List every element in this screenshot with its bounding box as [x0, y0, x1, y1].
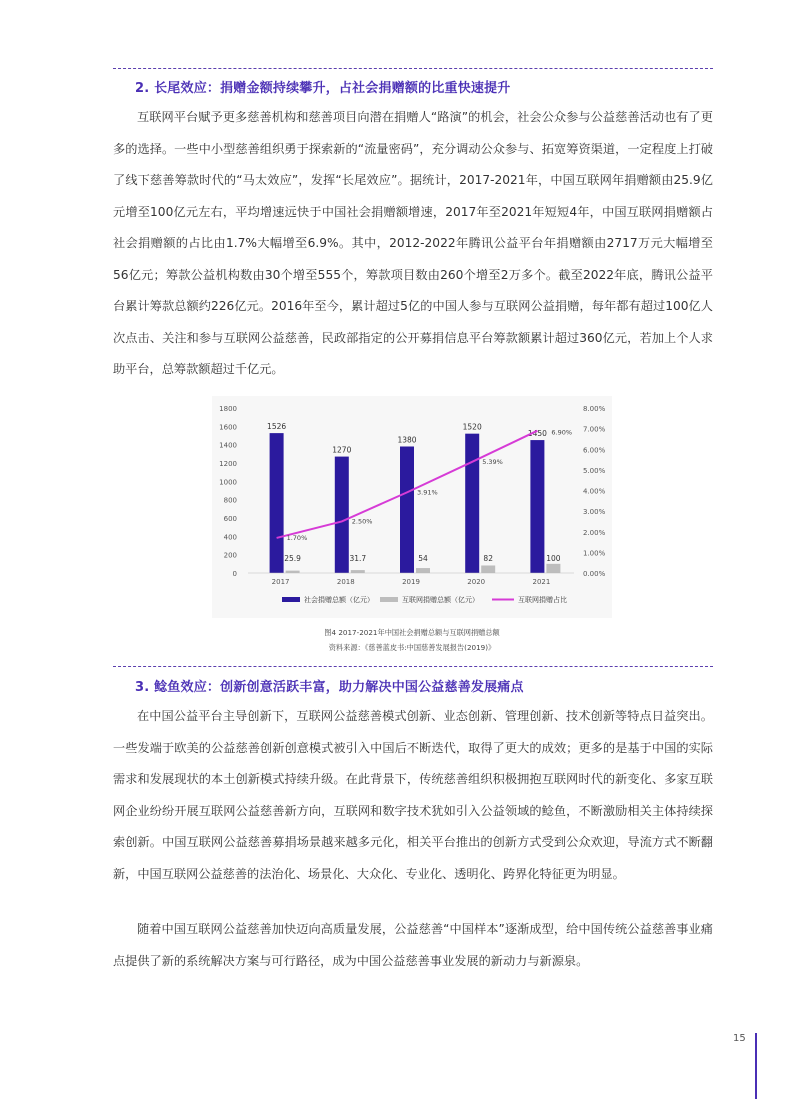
legend-swatch-internet	[380, 597, 398, 602]
donation-chart	[212, 396, 612, 618]
y2-tick-label: 5.00%	[583, 466, 606, 475]
bar-total-label: 1526	[267, 422, 287, 432]
share-point-label: 2.50%	[351, 517, 373, 526]
top-divider	[113, 68, 713, 69]
y-tick-label: 1800	[219, 405, 237, 413]
y2-tick-label: 7.00%	[583, 425, 606, 434]
y2-tick-label: 3.00%	[583, 508, 606, 517]
page-accent-bar	[755, 1033, 757, 1099]
section-3-text: 在中国公益平台主导创新下，互联网公益慈善模式创新、业态创新、管理创新、技术创新等特点日益突出。一些发端于欧美的公益慈善创新创意模式被引入中国后不断迭代，取得了更大的成效；更多的是基于中国的实际需求和发展现状的本土创新模式持续升级。在此背景下，传统慈善组织积极拥抱互联网时代的新变化、多家互联网企业纷纷开展互联网公益慈善新方向，互联网和数字技术犹如引入公益领域的鲶鱼，不断激励相关主体持续探索创新。中国互联网公益慈善募捐场景越来越多元化，相关平台推出的创新方式受到公众欢迎，导流方式不断翻新，中国互联网公益慈善的法治化、场景化、大众化、专业化、透明化、跨界化特征更为明显。	[113, 709, 713, 881]
bar-total-label: 1270	[332, 445, 352, 455]
figure-caption: 图4 2017-2021年中国社会捐赠总额与互联网捐赠总额	[324, 628, 500, 637]
section-3-heading: 3. 鲶鱼效应：创新创意活跃丰富，助力解决中国公益慈善发展痛点	[135, 680, 524, 695]
bar-total-donation	[530, 440, 544, 573]
y2-tick-label: 4.00%	[583, 487, 606, 496]
bar-total-label: 1380	[397, 435, 417, 445]
legend-label-share: 互联网捐赠占比	[518, 596, 567, 604]
bar-total-label: 1450	[527, 429, 547, 439]
bar-total-donation	[400, 447, 414, 574]
section-2-paragraph	[113, 102, 713, 386]
page-number: 15	[733, 1033, 746, 1044]
y-tick-label: 1000	[219, 478, 237, 487]
share-point-label: 5.39%	[482, 457, 503, 466]
section-2-heading: 2. 长尾效应：捐赠金额持续攀升，占社会捐赠额的比重快速提升	[135, 81, 511, 96]
section-2-text: 互联网平台赋予更多慈善机构和慈善项目向潜在捐赠人“路演”的机会，社会公众参与公益慈善活动也有了更多的选择。一些中小型慈善组织勇于探索新的“流量密码”，充分调动公众参与、拓宽筹资渠道，一定程度上打破了线下慈善筹款时代的“马太效应”，发挥“长尾效应”。据统计，2017-2021年，中国互联网年捐赠额由25.9亿元增至100亿元左右，平均增速远快于中国社会捐赠额增速，2017年至2021年短短4年，中国互联网捐赠额占社会捐赠额的占比由1.7%大幅增至6.9%。其中，2012-2022年腾讯公益平台年捐赠额由2717万元大幅增至56亿元；筹款公益机构数由30个增至555个，筹款项目数由260个增至2万多个。截至2022年底，腾讯公益平台累计筹款总额约226亿元。2016年至今，累计超过5亿的中国人参与互联网公益捐赠，每年都有超过100亿人次点击、关注和参与互联网公益慈善，民政部指定的公开募捐信息平台筹款额累计超过360亿元，若加上个人求助平台，总筹款额超过千亿元。	[113, 110, 713, 376]
y-tick-label: 1400	[219, 441, 237, 450]
share-point-label: 3.91%	[417, 488, 438, 497]
bar-internet-donation	[286, 571, 300, 573]
bar-total-donation	[335, 457, 349, 573]
x-tick-label: 2018	[336, 578, 355, 586]
x-tick-label: 2020	[467, 578, 486, 586]
bar-internet-donation	[416, 568, 430, 573]
bar-internet-label: 100	[546, 554, 561, 563]
x-tick-label: 2017	[271, 578, 290, 586]
bar-total-donation	[465, 434, 479, 573]
y-tick-label: 200	[223, 551, 237, 560]
share-point-label: 6.90%	[551, 428, 573, 437]
bar-internet-donation	[351, 570, 365, 573]
section-3-paragraph	[113, 701, 713, 890]
bar-total-label: 1520	[462, 422, 482, 432]
bar-internet-label: 54	[418, 554, 428, 563]
share-point-label: 1.70%	[286, 533, 308, 542]
section-3-paragraph-2	[113, 914, 713, 977]
y2-tick-label: 0.00%	[583, 570, 606, 578]
legend-label-total: 社会捐赠总额（亿元）	[304, 596, 374, 604]
y2-tick-label: 1.00%	[583, 549, 606, 558]
y2-tick-label: 6.00%	[583, 446, 606, 455]
legend-label-internet: 互联网捐赠总额（亿元）	[402, 596, 479, 604]
y-tick-label: 600	[223, 515, 237, 523]
bar-internet-donation	[546, 564, 560, 573]
bar-internet-label: 82	[483, 554, 493, 563]
x-tick-label: 2021	[532, 578, 551, 586]
y-tick-label: 0	[232, 570, 237, 578]
bar-total-donation	[270, 433, 284, 573]
y-tick-label: 400	[223, 533, 237, 542]
figure-source: 资料来源：《慈善蓝皮书:中国慈善发展报告(2019)》	[328, 643, 496, 652]
y2-tick-label: 2.00%	[583, 528, 606, 537]
legend-swatch-total	[282, 597, 300, 602]
donation-chart-svg	[212, 396, 612, 618]
section-3-text-2: 随着中国互联网公益慈善加快迈向高质量发展，公益慈善“中国样本”逐渐成型，给中国传统公益慈善事业痛点提供了新的系统解决方案与可行路径，成为中国公益慈善事业发展的新动力与新源泉。	[113, 922, 713, 968]
y2-tick-label: 8.00%	[583, 405, 606, 413]
x-tick-label: 2019	[402, 578, 420, 586]
bar-internet-label: 25.9	[284, 554, 301, 563]
y-tick-label: 1600	[219, 423, 237, 432]
bar-internet-donation	[481, 565, 495, 573]
middle-divider	[113, 666, 713, 667]
y-tick-label: 800	[223, 496, 237, 505]
y-tick-label: 1200	[219, 460, 237, 468]
bar-internet-label: 31.7	[349, 554, 367, 563]
